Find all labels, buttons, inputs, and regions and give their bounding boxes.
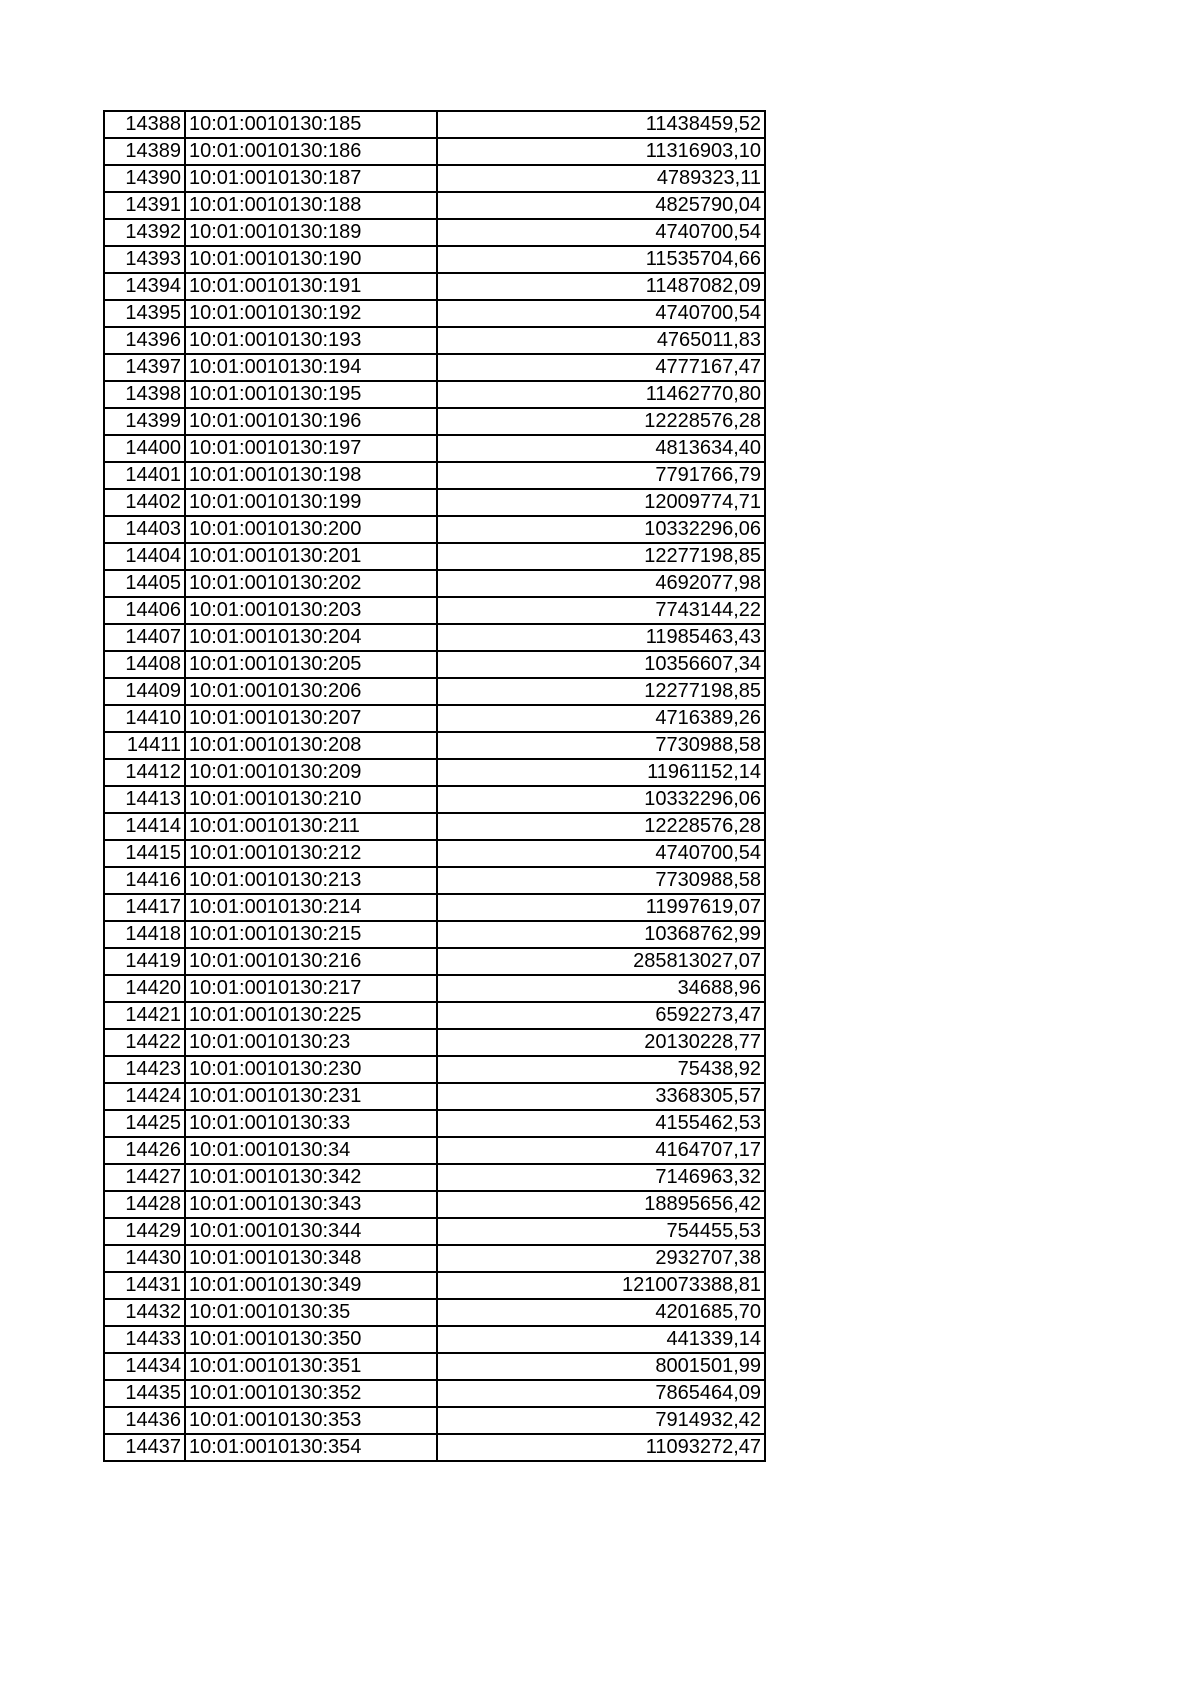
value-cell: 10356607,34 [437, 651, 765, 678]
row-number-cell: 14411 [104, 732, 185, 759]
value-cell: 12277198,85 [437, 678, 765, 705]
table-row [104, 327, 765, 354]
table-row [104, 1164, 765, 1191]
row-number-cell: 14398 [104, 381, 185, 408]
value-cell: 4765011,83 [437, 327, 765, 354]
row-number-cell: 14405 [104, 570, 185, 597]
row-number-cell: 14400 [104, 435, 185, 462]
cadastral-number-cell: 10:01:0010130:198 [185, 462, 437, 489]
value-cell: 7865464,09 [437, 1380, 765, 1407]
row-number-cell: 14402 [104, 489, 185, 516]
table-row [104, 1380, 765, 1407]
cadastral-number-cell: 10:01:0010130:209 [185, 759, 437, 786]
value-cell: 10368762,99 [437, 921, 765, 948]
table-row [104, 1353, 765, 1380]
value-cell: 285813027,07 [437, 948, 765, 975]
table-row [104, 408, 765, 435]
row-number-cell: 14401 [104, 462, 185, 489]
cadastral-number-cell: 10:01:0010130:210 [185, 786, 437, 813]
table-row [104, 1326, 765, 1353]
cadastral-number-cell: 10:01:0010130:344 [185, 1218, 437, 1245]
table-row [104, 975, 765, 1002]
cadastral-number-cell: 10:01:0010130:192 [185, 300, 437, 327]
value-cell: 11985463,43 [437, 624, 765, 651]
value-cell: 441339,14 [437, 1326, 765, 1353]
table-row [104, 1137, 765, 1164]
value-cell: 3368305,57 [437, 1083, 765, 1110]
table-row [104, 219, 765, 246]
cadastral-number-cell: 10:01:0010130:215 [185, 921, 437, 948]
table-row [104, 759, 765, 786]
value-cell: 4777167,47 [437, 354, 765, 381]
value-cell: 11997619,07 [437, 894, 765, 921]
row-number-cell: 14427 [104, 1164, 185, 1191]
row-number-cell: 14434 [104, 1353, 185, 1380]
value-cell: 75438,92 [437, 1056, 765, 1083]
table-row [104, 1245, 765, 1272]
value-cell: 7914932,42 [437, 1407, 765, 1434]
cadastral-number-cell: 10:01:0010130:197 [185, 435, 437, 462]
cadastral-number-cell: 10:01:0010130:214 [185, 894, 437, 921]
cadastral-number-cell: 10:01:0010130:204 [185, 624, 437, 651]
value-cell: 4692077,98 [437, 570, 765, 597]
cadastral-number-cell: 10:01:0010130:201 [185, 543, 437, 570]
row-number-cell: 14423 [104, 1056, 185, 1083]
table-row [104, 381, 765, 408]
value-cell: 11462770,80 [437, 381, 765, 408]
cadastral-number-cell: 10:01:0010130:217 [185, 975, 437, 1002]
value-cell: 12228576,28 [437, 408, 765, 435]
value-cell: 1210073388,81 [437, 1272, 765, 1299]
cadastral-number-cell: 10:01:0010130:34 [185, 1137, 437, 1164]
row-number-cell: 14410 [104, 705, 185, 732]
cadastral-number-cell: 10:01:0010130:191 [185, 273, 437, 300]
cadastral-number-cell: 10:01:0010130:33 [185, 1110, 437, 1137]
value-cell: 7146963,32 [437, 1164, 765, 1191]
value-cell: 20130228,77 [437, 1029, 765, 1056]
row-number-cell: 14407 [104, 624, 185, 651]
cadastral-number-cell: 10:01:0010130:189 [185, 219, 437, 246]
cadastral-number-cell: 10:01:0010130:199 [185, 489, 437, 516]
value-cell: 7730988,58 [437, 867, 765, 894]
table-row [104, 1083, 765, 1110]
row-number-cell: 14415 [104, 840, 185, 867]
row-number-cell: 14397 [104, 354, 185, 381]
table-row [104, 867, 765, 894]
row-number-cell: 14403 [104, 516, 185, 543]
table-row [104, 1002, 765, 1029]
table-row [104, 732, 765, 759]
table-row [104, 1029, 765, 1056]
cadastral-number-cell: 10:01:0010130:353 [185, 1407, 437, 1434]
table-row [104, 300, 765, 327]
row-number-cell: 14395 [104, 300, 185, 327]
row-number-cell: 14404 [104, 543, 185, 570]
row-number-cell: 14408 [104, 651, 185, 678]
value-cell: 6592273,47 [437, 1002, 765, 1029]
value-cell: 4740700,54 [437, 300, 765, 327]
row-number-cell: 14399 [104, 408, 185, 435]
table-row [104, 678, 765, 705]
value-cell: 7791766,79 [437, 462, 765, 489]
cadastral-number-cell: 10:01:0010130:343 [185, 1191, 437, 1218]
cadastral-number-cell: 10:01:0010130:348 [185, 1245, 437, 1272]
table-row [104, 462, 765, 489]
value-cell: 4201685,70 [437, 1299, 765, 1326]
cadastral-number-cell: 10:01:0010130:342 [185, 1164, 437, 1191]
cadastral-number-cell: 10:01:0010130:190 [185, 246, 437, 273]
table-row [104, 597, 765, 624]
table-row [104, 1434, 765, 1461]
cadastral-number-cell: 10:01:0010130:23 [185, 1029, 437, 1056]
cadastral-number-cell: 10:01:0010130:352 [185, 1380, 437, 1407]
table-row [104, 138, 765, 165]
row-number-cell: 14425 [104, 1110, 185, 1137]
row-number-cell: 14431 [104, 1272, 185, 1299]
row-number-cell: 14433 [104, 1326, 185, 1353]
row-number-cell: 14414 [104, 813, 185, 840]
table-row [104, 1407, 765, 1434]
row-number-cell: 14392 [104, 219, 185, 246]
value-cell: 10332296,06 [437, 786, 765, 813]
row-number-cell: 14424 [104, 1083, 185, 1110]
cadastral-number-cell: 10:01:0010130:205 [185, 651, 437, 678]
cadastral-number-cell: 10:01:0010130:349 [185, 1272, 437, 1299]
value-cell: 12009774,71 [437, 489, 765, 516]
cadastral-number-cell: 10:01:0010130:187 [185, 165, 437, 192]
value-cell: 4740700,54 [437, 219, 765, 246]
row-number-cell: 14422 [104, 1029, 185, 1056]
cadastral-number-cell: 10:01:0010130:350 [185, 1326, 437, 1353]
table-row [104, 165, 765, 192]
row-number-cell: 14388 [104, 111, 185, 138]
value-cell: 11438459,52 [437, 111, 765, 138]
cadastral-number-cell: 10:01:0010130:196 [185, 408, 437, 435]
cadastral-number-cell: 10:01:0010130:231 [185, 1083, 437, 1110]
table-row [104, 570, 765, 597]
row-number-cell: 14406 [104, 597, 185, 624]
cadastral-number-cell: 10:01:0010130:351 [185, 1353, 437, 1380]
table-row [104, 489, 765, 516]
value-cell: 4813634,40 [437, 435, 765, 462]
table-row [104, 894, 765, 921]
cadastral-number-cell: 10:01:0010130:194 [185, 354, 437, 381]
row-number-cell: 14421 [104, 1002, 185, 1029]
table-body [104, 111, 765, 1461]
cadastral-number-cell: 10:01:0010130:206 [185, 678, 437, 705]
cadastral-number-cell: 10:01:0010130:35 [185, 1299, 437, 1326]
table-row [104, 516, 765, 543]
row-number-cell: 14429 [104, 1218, 185, 1245]
value-cell: 7743144,22 [437, 597, 765, 624]
table-row [104, 543, 765, 570]
value-cell: 11487082,09 [437, 273, 765, 300]
row-number-cell: 14419 [104, 948, 185, 975]
value-cell: 10332296,06 [437, 516, 765, 543]
table-row [104, 273, 765, 300]
value-cell: 4716389,26 [437, 705, 765, 732]
table-row [104, 651, 765, 678]
value-cell: 4740700,54 [437, 840, 765, 867]
value-cell: 12228576,28 [437, 813, 765, 840]
value-cell: 18895656,42 [437, 1191, 765, 1218]
value-cell: 7730988,58 [437, 732, 765, 759]
row-number-cell: 14426 [104, 1137, 185, 1164]
row-number-cell: 14420 [104, 975, 185, 1002]
value-cell: 12277198,85 [437, 543, 765, 570]
value-cell: 754455,53 [437, 1218, 765, 1245]
cadastral-number-cell: 10:01:0010130:195 [185, 381, 437, 408]
table-row [104, 948, 765, 975]
table-row [104, 1191, 765, 1218]
row-number-cell: 14412 [104, 759, 185, 786]
row-number-cell: 14394 [104, 273, 185, 300]
row-number-cell: 14436 [104, 1407, 185, 1434]
table-row [104, 921, 765, 948]
cadastral-number-cell: 10:01:0010130:225 [185, 1002, 437, 1029]
table-row [104, 1110, 765, 1137]
cadastral-number-cell: 10:01:0010130:185 [185, 111, 437, 138]
table-row [104, 705, 765, 732]
row-number-cell: 14409 [104, 678, 185, 705]
cadastral-number-cell: 10:01:0010130:211 [185, 813, 437, 840]
value-cell: 11535704,66 [437, 246, 765, 273]
cadastral-number-cell: 10:01:0010130:193 [185, 327, 437, 354]
table-row [104, 840, 765, 867]
value-cell: 11961152,14 [437, 759, 765, 786]
value-cell: 4164707,17 [437, 1137, 765, 1164]
table-row [104, 624, 765, 651]
table-row [104, 435, 765, 462]
row-number-cell: 14435 [104, 1380, 185, 1407]
table-row [104, 1272, 765, 1299]
cadastral-number-cell: 10:01:0010130:202 [185, 570, 437, 597]
cadastral-number-cell: 10:01:0010130:203 [185, 597, 437, 624]
row-number-cell: 14417 [104, 894, 185, 921]
table-row [104, 1056, 765, 1083]
cadastral-number-cell: 10:01:0010130:230 [185, 1056, 437, 1083]
cadastral-number-cell: 10:01:0010130:200 [185, 516, 437, 543]
row-number-cell: 14430 [104, 1245, 185, 1272]
row-number-cell: 14391 [104, 192, 185, 219]
data-table [103, 110, 766, 1462]
row-number-cell: 14437 [104, 1434, 185, 1461]
cadastral-number-cell: 10:01:0010130:213 [185, 867, 437, 894]
table-row [104, 246, 765, 273]
cadastral-number-cell: 10:01:0010130:188 [185, 192, 437, 219]
row-number-cell: 14416 [104, 867, 185, 894]
value-cell: 8001501,99 [437, 1353, 765, 1380]
cadastral-number-cell: 10:01:0010130:186 [185, 138, 437, 165]
row-number-cell: 14389 [104, 138, 185, 165]
cadastral-number-cell: 10:01:0010130:208 [185, 732, 437, 759]
value-cell: 4789323,11 [437, 165, 765, 192]
row-number-cell: 14390 [104, 165, 185, 192]
value-cell: 2932707,38 [437, 1245, 765, 1272]
cadastral-number-cell: 10:01:0010130:207 [185, 705, 437, 732]
value-cell: 4825790,04 [437, 192, 765, 219]
row-number-cell: 14396 [104, 327, 185, 354]
row-number-cell: 14432 [104, 1299, 185, 1326]
table-row [104, 813, 765, 840]
row-number-cell: 14413 [104, 786, 185, 813]
value-cell: 11316903,10 [437, 138, 765, 165]
cadastral-number-cell: 10:01:0010130:212 [185, 840, 437, 867]
table-row [104, 1218, 765, 1245]
value-cell: 4155462,53 [437, 1110, 765, 1137]
cadastral-number-cell: 10:01:0010130:216 [185, 948, 437, 975]
table-row [104, 1299, 765, 1326]
cadastral-number-cell: 10:01:0010130:354 [185, 1434, 437, 1461]
value-cell: 11093272,47 [437, 1434, 765, 1461]
row-number-cell: 14428 [104, 1191, 185, 1218]
row-number-cell: 14393 [104, 246, 185, 273]
table-row [104, 786, 765, 813]
row-number-cell: 14418 [104, 921, 185, 948]
table-row [104, 192, 765, 219]
value-cell: 34688,96 [437, 975, 765, 1002]
table-row [104, 111, 765, 138]
table-row [104, 354, 765, 381]
